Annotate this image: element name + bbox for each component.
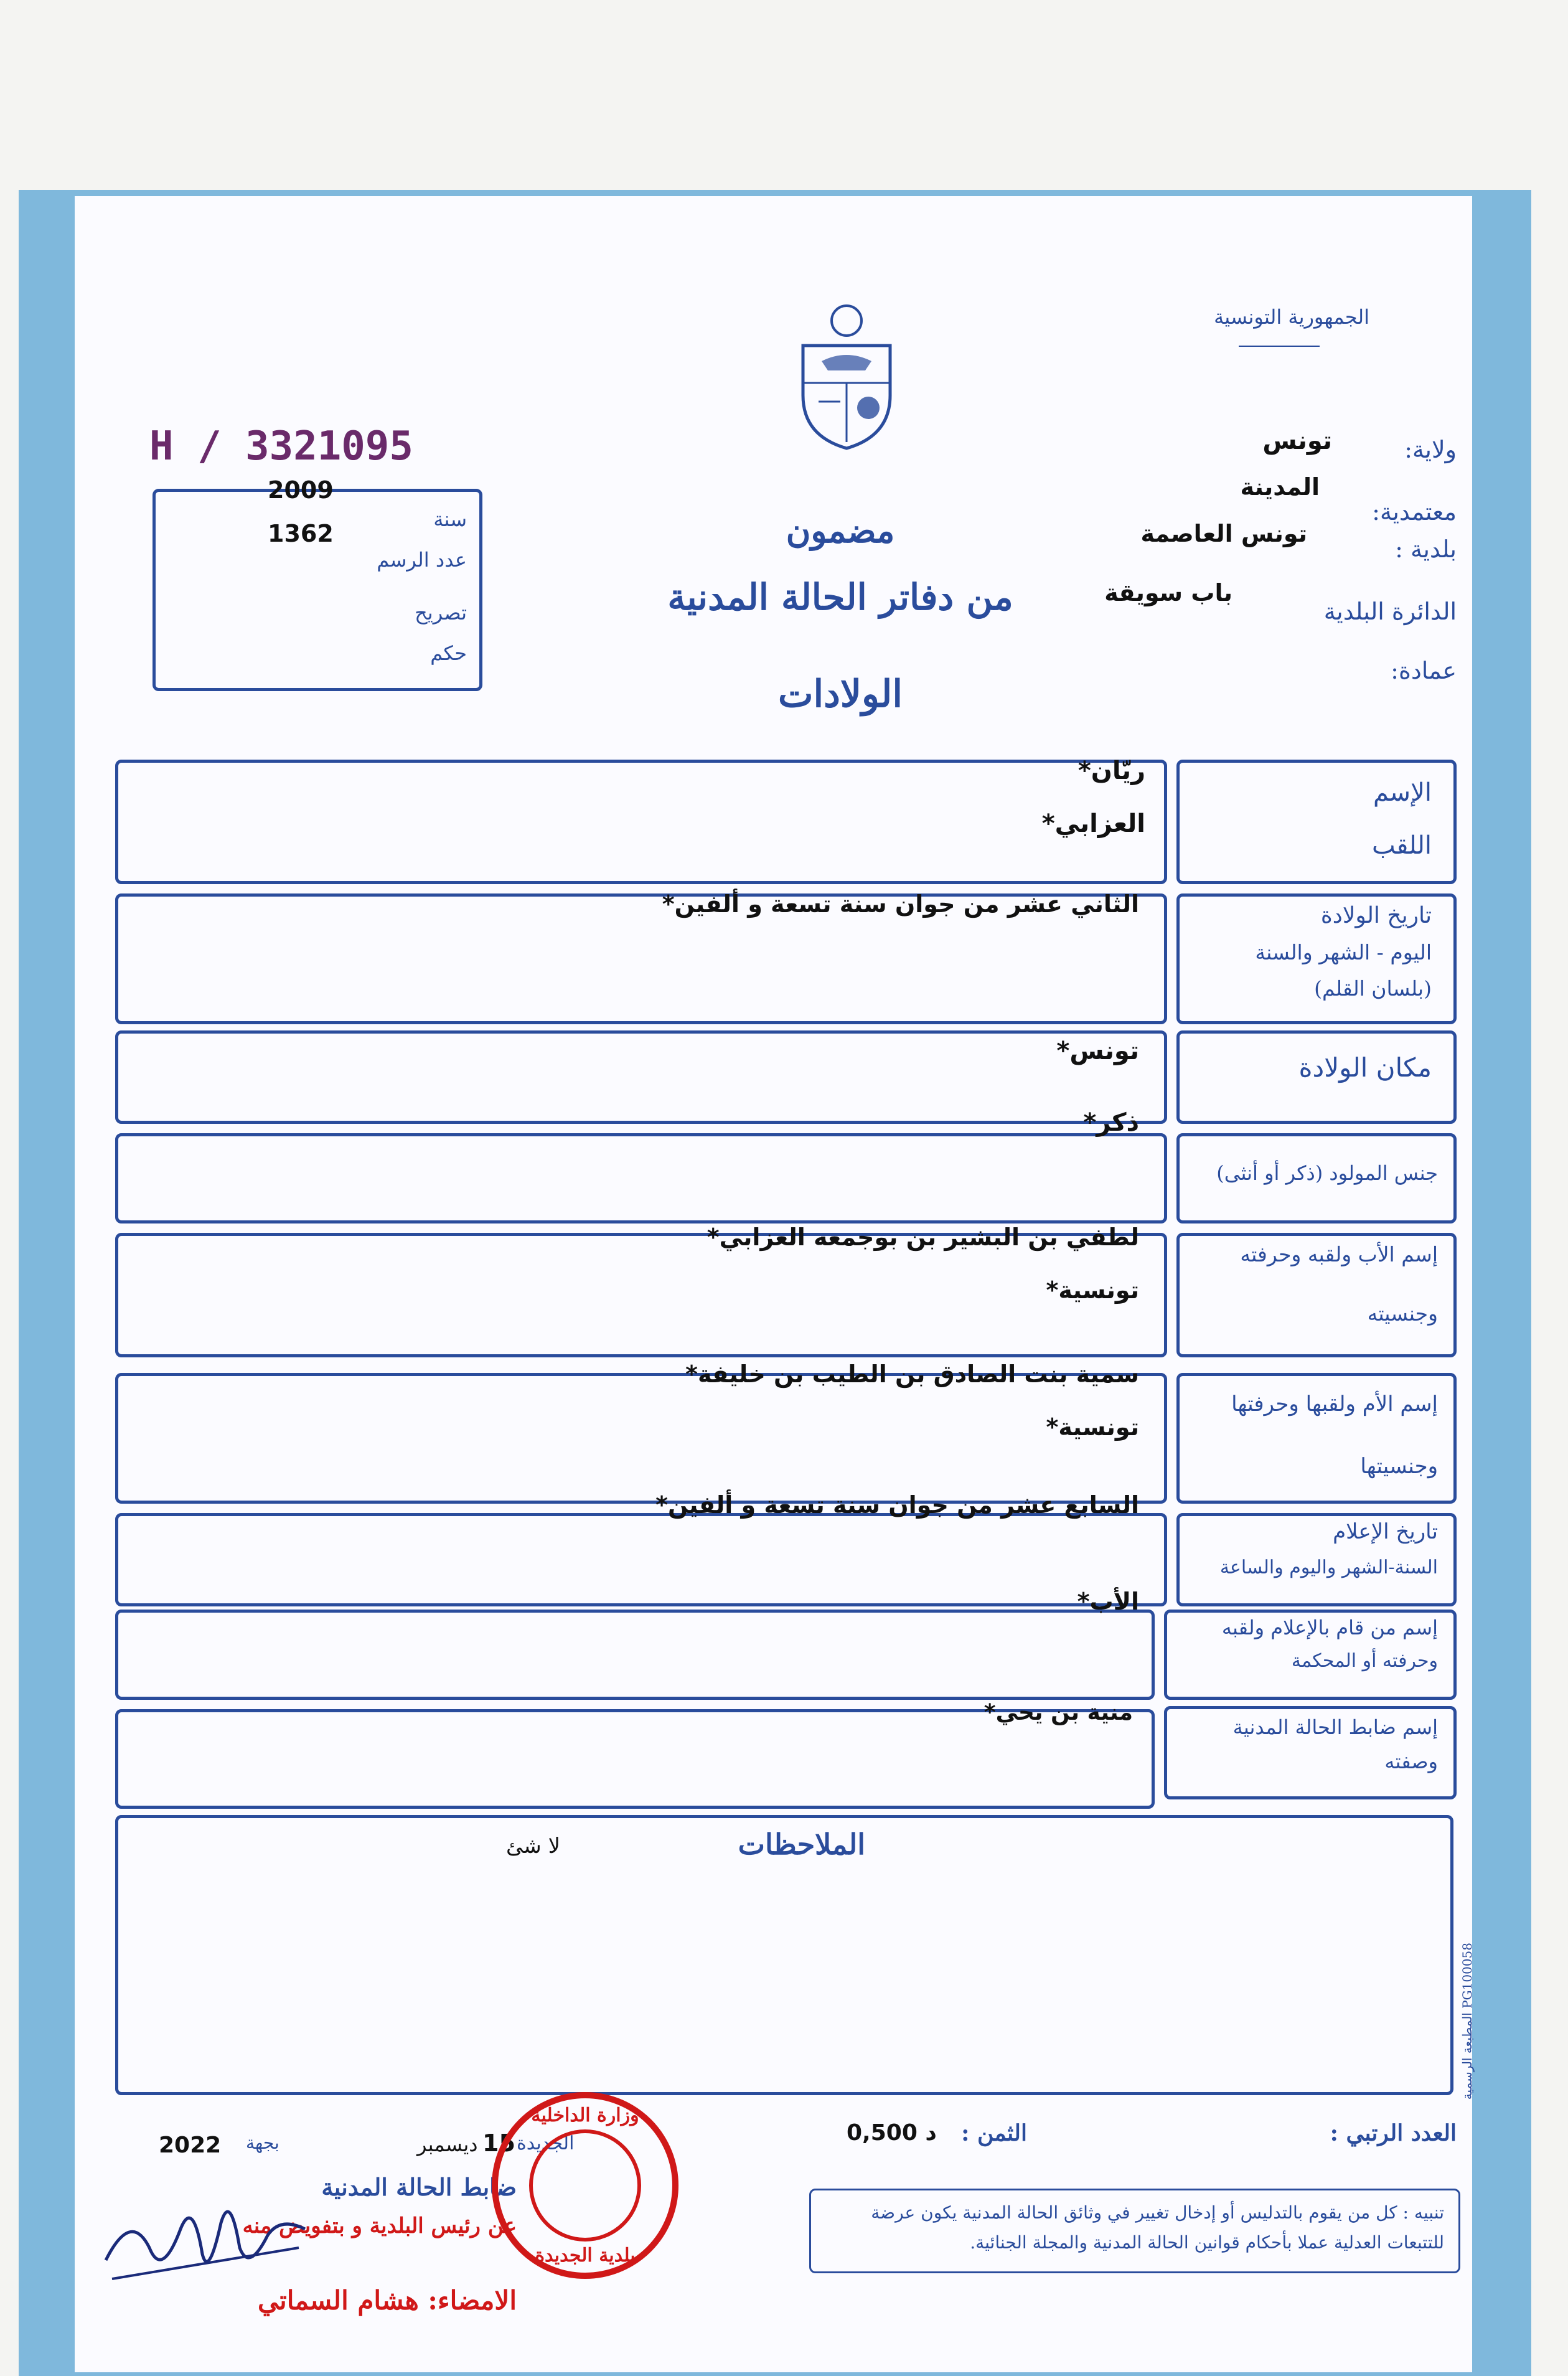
title-registers: من دفاتر الحالة المدنية: [667, 576, 1013, 618]
signature-icon: [93, 2173, 317, 2298]
father-label-2: وجنسيته: [1367, 1301, 1438, 1326]
father-nationality: تونسية*: [1046, 1276, 1139, 1304]
father-name: لطفي بن البشير بن بوجمعه العزابي*: [707, 1223, 1139, 1251]
value-box-sex: [115, 1133, 1167, 1223]
coat-of-arms-icon: [791, 302, 903, 451]
declaration-label: تصريح: [415, 601, 467, 625]
daira-value: باب سويقة: [1104, 579, 1232, 606]
sex-value: ذكر*: [1083, 1108, 1139, 1137]
declaration-label-1: تاريخ الإعلام: [1333, 1519, 1438, 1544]
date-year: 2022: [159, 2133, 222, 2158]
mother-label-1: إسم الأم ولقبها وحرفتها: [1231, 1392, 1438, 1417]
price-label: الثمن :: [961, 2120, 1027, 2146]
registration-value: 1362: [268, 520, 334, 547]
warning-text: تنبيه : كل من يقوم بالتدليس أو إدخال تغيير في وثائق الحالة المدنية يكون عرضة للتتبعات العدلية عملا بأحكام قوانين الحالة المدنية والمجلة الجنائية.: [871, 2202, 1444, 2253]
stamp-top-text: وزارة الداخلية: [531, 2105, 639, 2126]
value-box-declarant: [115, 1610, 1155, 1700]
place-label: بجهة: [246, 2133, 279, 2153]
wilaya-value: تونس: [1262, 427, 1332, 455]
signature-name: الامضاء: هشام السماتي: [258, 2285, 517, 2316]
dob-label-1: تاريخ الولادة: [1320, 903, 1432, 928]
serial-no-label: العدد الرتبي :: [1330, 2120, 1457, 2146]
republic-label: الجمهورية التونسية: [1214, 305, 1369, 329]
name-label: الإسم: [1373, 778, 1432, 807]
surname-label: اللقب: [1371, 831, 1432, 860]
daira-label: الدائرة البلدية: [1323, 598, 1457, 625]
declaration-label-2: السنة-الشهر واليوم والساعة: [1219, 1557, 1438, 1578]
mother-nationality: تونسية*: [1046, 1413, 1139, 1441]
pob-label: مكان الولادة: [1298, 1052, 1432, 1083]
father-label-1: إسم الأب ولقبه وحرفته: [1240, 1242, 1438, 1266]
place-value: الجديدة: [517, 2133, 575, 2154]
wilaya-label: ولاية:: [1404, 436, 1457, 463]
officer-label-2: وصفته: [1384, 1750, 1438, 1773]
surname-value: العزابي*: [1041, 809, 1145, 838]
baladia-value: تونس العاصمة: [1140, 520, 1307, 547]
declarant-label-1: إسم من قام بالإعلام ولقبه: [1221, 1616, 1438, 1639]
stamp-emblem-icon: [529, 2129, 641, 2242]
officer-title: ضابط الحالة المدنية: [321, 2173, 517, 2201]
officer-value: منية بن يحي*: [984, 1700, 1133, 1725]
printer-mark: المطبعة الرسمية PG100058: [1460, 1943, 1475, 2100]
title-extract: مضمون: [786, 511, 895, 550]
pob-value: تونس*: [1056, 1037, 1139, 1065]
header-divider: [1239, 346, 1320, 347]
year-label: سنة: [433, 507, 467, 531]
declaration-value: السابع عشر من جوان سنة تسعة و ألفين*: [655, 1491, 1139, 1519]
mootamadia-label: معتمدية:: [1372, 498, 1457, 526]
date-day: 15: [482, 2129, 515, 2157]
mootamadia-value: المدينة: [1240, 473, 1320, 501]
judgment-label: حكم: [430, 641, 467, 665]
declarant-label-2: وحرفته أو المحكمة: [1291, 1650, 1438, 1672]
imada-label: عمادة:: [1391, 657, 1457, 684]
registration-label: عدد الرسم: [377, 548, 467, 572]
mother-label-2: وجنسيتها: [1360, 1454, 1438, 1479]
declarant-value: الأب*: [1077, 1588, 1139, 1615]
serial-number: H / 3321095: [149, 423, 413, 469]
dob-value: الثاني عشر من جوان سنة تسعة و ألفين*: [662, 890, 1139, 918]
official-stamp: [492, 2092, 678, 2279]
delegate-line: عن رئيس البلدية و بتفويض منه: [242, 2213, 517, 2238]
year-value: 2009: [268, 476, 334, 504]
date-month: ديسمبر: [417, 2133, 478, 2156]
stamp-bottom-text: بلدية الجديدة: [535, 2245, 636, 2266]
title-births: الولادات: [777, 672, 903, 716]
dob-label-3: (بلسان القلم): [1314, 976, 1432, 1001]
officer-label-1: إسم ضابط الحالة المدنية: [1232, 1715, 1438, 1739]
sex-label: جنس المولود (ذكر أو أنثى): [1216, 1161, 1438, 1185]
name-value: ريّان*: [1077, 757, 1145, 785]
remarks-value: لا شئ: [505, 1834, 560, 1859]
baladia-label: بلدية :: [1395, 535, 1457, 563]
remarks-label: الملاحظات: [738, 1827, 865, 1861]
price-value: 0,500 د: [847, 2120, 937, 2146]
dob-label-2: اليوم - الشهر والسنة: [1255, 940, 1432, 964]
mother-name: سمية بنت الصادق بن الطيب بن خليفة*: [685, 1360, 1139, 1388]
